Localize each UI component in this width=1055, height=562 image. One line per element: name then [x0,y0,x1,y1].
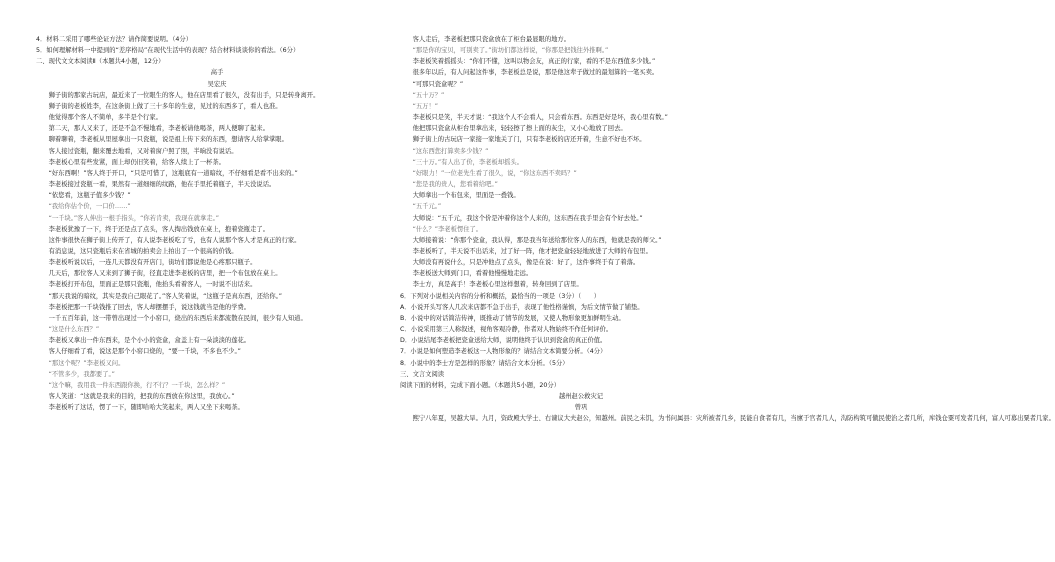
right-text-line: “那是你的宝贝，可别卖了。”街坊们都这样说，“你那是把钱往外推啊。” [400,47,609,55]
right-text-line: 李老板笑着摇摇头：“你们不懂，这叫以物会友，真正的行家，看的不是东西值多少钱。” [400,58,656,66]
left-text-line: 二、现代文文本阅读Ⅱ（本题共4小题，12分） [36,58,165,66]
left-text-line: 客人笑道：“这就是我来的目的，把我的东西放在你这里，我放心。” [36,393,235,400]
left-text-line: “依您看，这瓶子值多少钱？” [36,192,131,200]
right-text-line: 曾巩 [574,404,588,412]
left-text-line: 有消息说，这只瓷瓶后来在省城的拍卖会上拍出了一个很高的价钱。 [36,247,238,255]
left-text-line: “我给你估个价，一口价……” [36,203,131,211]
left-text-line: 李老板又拿出一件东西来，是个小小的瓷盒，盒盖上有一朵淡淡的莲花。 [36,337,251,345]
left-text-line: “这个嘛，我用我一件东西跟你换，行不行？一千块，怎么样？” [36,381,226,389]
left-text-line: “这是什么东西？” [36,326,100,334]
left-text-line: “好东西啊！”客人终于开口，“只是可惜了，这瓶底有一道暗纹，不仔细看是看不出来的。” [36,169,298,177]
right-text-line: 7．小说是如何塑造李老板这一人物形象的？请结合文本简要分析。（4分） [400,348,607,356]
left-text-line: 几天后，那位客人又来到了狮子街，径直走进李老板的店里，把一个布包放在桌上。 [36,270,282,278]
left-text-line: 狮子街的那家古玩店，最近来了一位眼生的客人，他在店里看了很久，没有出手，只是转身离开。 [36,91,320,99]
left-text-line: 李老板犹豫了一下，终于还是点了点头，客人掏出钱放在桌上，抱着瓷瓶走了。 [36,225,269,233]
left-text-line: 客人接过瓷瓶，翻来覆去地看，又对着窗户照了照，半晌没有说话。 [36,147,238,155]
left-text-line: “那这个呢？”李老板又问。 [36,359,125,367]
right-text-line: 李老板送大师到门口，看着他慢慢地走远。 [400,270,533,278]
left-text-line: 李老板心里有些发紧，面上却仍旧笑着，给客人续上了一杯茶。 [36,158,225,166]
right-text-line: 李老板听了，半天说不出话来，过了好一阵，他才把瓷盒轻轻地放进了大师的布包里。 [400,247,652,255]
left-text-line: “那天我说的暗纹，其实是我自己眼花了。”客人笑着说，“这瓶子是真东西，还给你。” [36,292,283,300]
left-text-line: “不管多少，我都要了。” [36,370,115,378]
right-text-line: 大师接着说：“你那个瓷盒，我认得，那是我当年送给那位客人的东西，他就是我的师父。” [400,236,662,244]
right-text-line: 大师说：“五千元，我这个价是冲着你这个人来的，这东西在我手里会有个好去处。” [400,214,643,222]
right-text-line: B．小说中的对话简洁传神，既推动了情节的发展，又使人物形象更加鲜明生动。 [400,314,625,322]
left-text-line: 5．如何理解材料一中提到的“差序格局”在现代生活中的表现？结合材料谈谈你的看法。（6分） [36,47,300,55]
right-text-line: “这东西您打算卖多少钱？” [400,147,489,155]
left-text-line: 李老板听了这话，愣了一下，随即哈哈大笑起来，两人又坐下来喝茶。 [36,404,244,412]
right-text-line: “您是我的贵人，您看着给吧。” [400,181,498,189]
left-text-line: 高手 [210,69,224,77]
left-text-line: “一千块。”客人伸出一根手指头，“你若肯卖，我现在就拿走。” [36,214,220,222]
right-text-line: 李老板只是笑，半天才说：“我这个人不会看人，只会看东西。东西是好是坏，我心里有数。” [400,114,668,122]
right-text-line: 他把那只瓷盒从柜台里拿出来，轻轻擦了擦上面的灰尘，又小心地放了回去。 [400,125,627,133]
right-text-line: “三十万。”有人出了价，李老板却摇头。 [400,158,524,166]
right-text-line: “什么？”李老板愣住了。 [400,225,483,233]
right-text-line: “可那只瓷盒呢？” [400,80,464,88]
left-text-line: 李老板把那一千块钱推了回去，客人却摆摆手，说这钱就当是他的学费。 [36,303,251,311]
left-text-line: 李老板打开布包，里面正是那只瓷瓶，他抬头看着客人，一时说不出话来。 [36,281,257,289]
left-text-line: 客人仔细看了看，说这是那个小窑口烧的，“要一千块，不多也不少。” [36,348,241,356]
right-text-line: “五万！” [400,102,439,110]
left-text-line: 第二天，那人又来了，还是不急不慢地看，李老板请他喝茶，两人便聊了起来。 [36,125,269,133]
left-text-line: 聊着聊着，李老板从里屋拿出一只瓷瓶，说是祖上传下来的东西，想请客人给掌掌眼。 [36,136,288,144]
left-text-line: 狮子街的老板姓李，在这条街上做了三十多年的生意，见过的东西多了，看人也准。 [36,102,282,110]
left-text-line: 李老板听说以后，一连几天都没有开店门，街坊们都说他是心疼那只瓶子。 [36,259,257,267]
right-text-line: 越州赵公救灾记 [558,393,604,400]
right-text-line: 三、文言文阅读 [400,370,445,378]
right-text-line: 熙宁八年夏，吴越大旱。九月，资政殿大学士、右谏议大夫赵公，知越州。前民之未饥，为书问属县：灾所被者几乡，民能自食者有几，当廪于官者几人，沟防构筑可僦民使治之者几所，库钱仓粟可发者几何，富人可募出粟者几家。 [400,415,1055,423]
right-text-line: “好眼力！”一位老先生看了很久，说，“你这东西不卖吗？” [400,169,577,177]
right-column [400,34,1055,424]
left-text-line: 吴宏庆 [207,80,227,88]
right-text-line: 阅读下面的材料，完成下面小题。（本题共5小题，20分） [400,381,560,389]
right-text-line: C．小说采用第三人称叙述，视角客观冷静，作者对人物始终不作任何评价。 [400,326,613,334]
left-text-line: 一千五百年前，这一带曾出现过一个小窑口，烧出的东西后来都流散在民间，很少有人知道。 [36,314,307,322]
right-text-line: 大师拿出一个布包来，里面是一叠钱。 [400,192,520,200]
left-text-line: 李老板接过瓷瓶一看，果然有一道细细的纹路，他在手里托着瓶子，半天没说话。 [36,181,276,189]
left-text-line: 这件事很快在狮子街上传开了，有人说李老板吃了亏，也有人说那个客人才是真正的行家。 [36,236,301,244]
right-text-line: 客人走后，李老板把那只瓷盒放在了柜台最显眼的地方。 [400,36,571,43]
right-text-line: 狮子街上的古玩店一家接一家地关了门，只有李老板的店还开着，生意不好也不坏。 [400,136,646,144]
left-column [36,34,398,413]
left-text-line: 他觉得那个客人不简单，多半是个行家。 [36,114,162,122]
right-text-line: “五十万？” [400,91,445,99]
left-text-line: 4．材料二采用了哪些论证方法？请作简要说明。（4分） [36,36,192,43]
right-text-line: D．小说结尾李老板把瓷盒送给大师，说明他终于认识到瓷盒的真正价值。 [400,337,607,345]
right-text-line: “五千元。” [400,203,442,211]
right-text-line: 大师没有再说什么，只是冲他点了点头，像是在说：好了，这件事终于有了着落。 [400,259,640,267]
right-text-line: 李士方，真是高手！李老板心里这样想着，转身回到了店里。 [400,281,583,289]
right-text-line: 8．小说中的李士方是怎样的形象？请结合文本分析。（5分） [400,359,569,367]
right-text-line: A．小说开头写客人几次来店都不急于出手，表现了他性格谨慎，为后文情节做了铺垫。 [400,303,644,311]
right-text-line: 很多年以后，有人问起这件事，李老板总是说，那是他这辈子做过的最划算的一笔买卖。 [400,69,659,77]
right-text-line: 6．下列对小说相关内容的分析和概括，最恰当的一项是（3分）（ ） [400,292,601,300]
